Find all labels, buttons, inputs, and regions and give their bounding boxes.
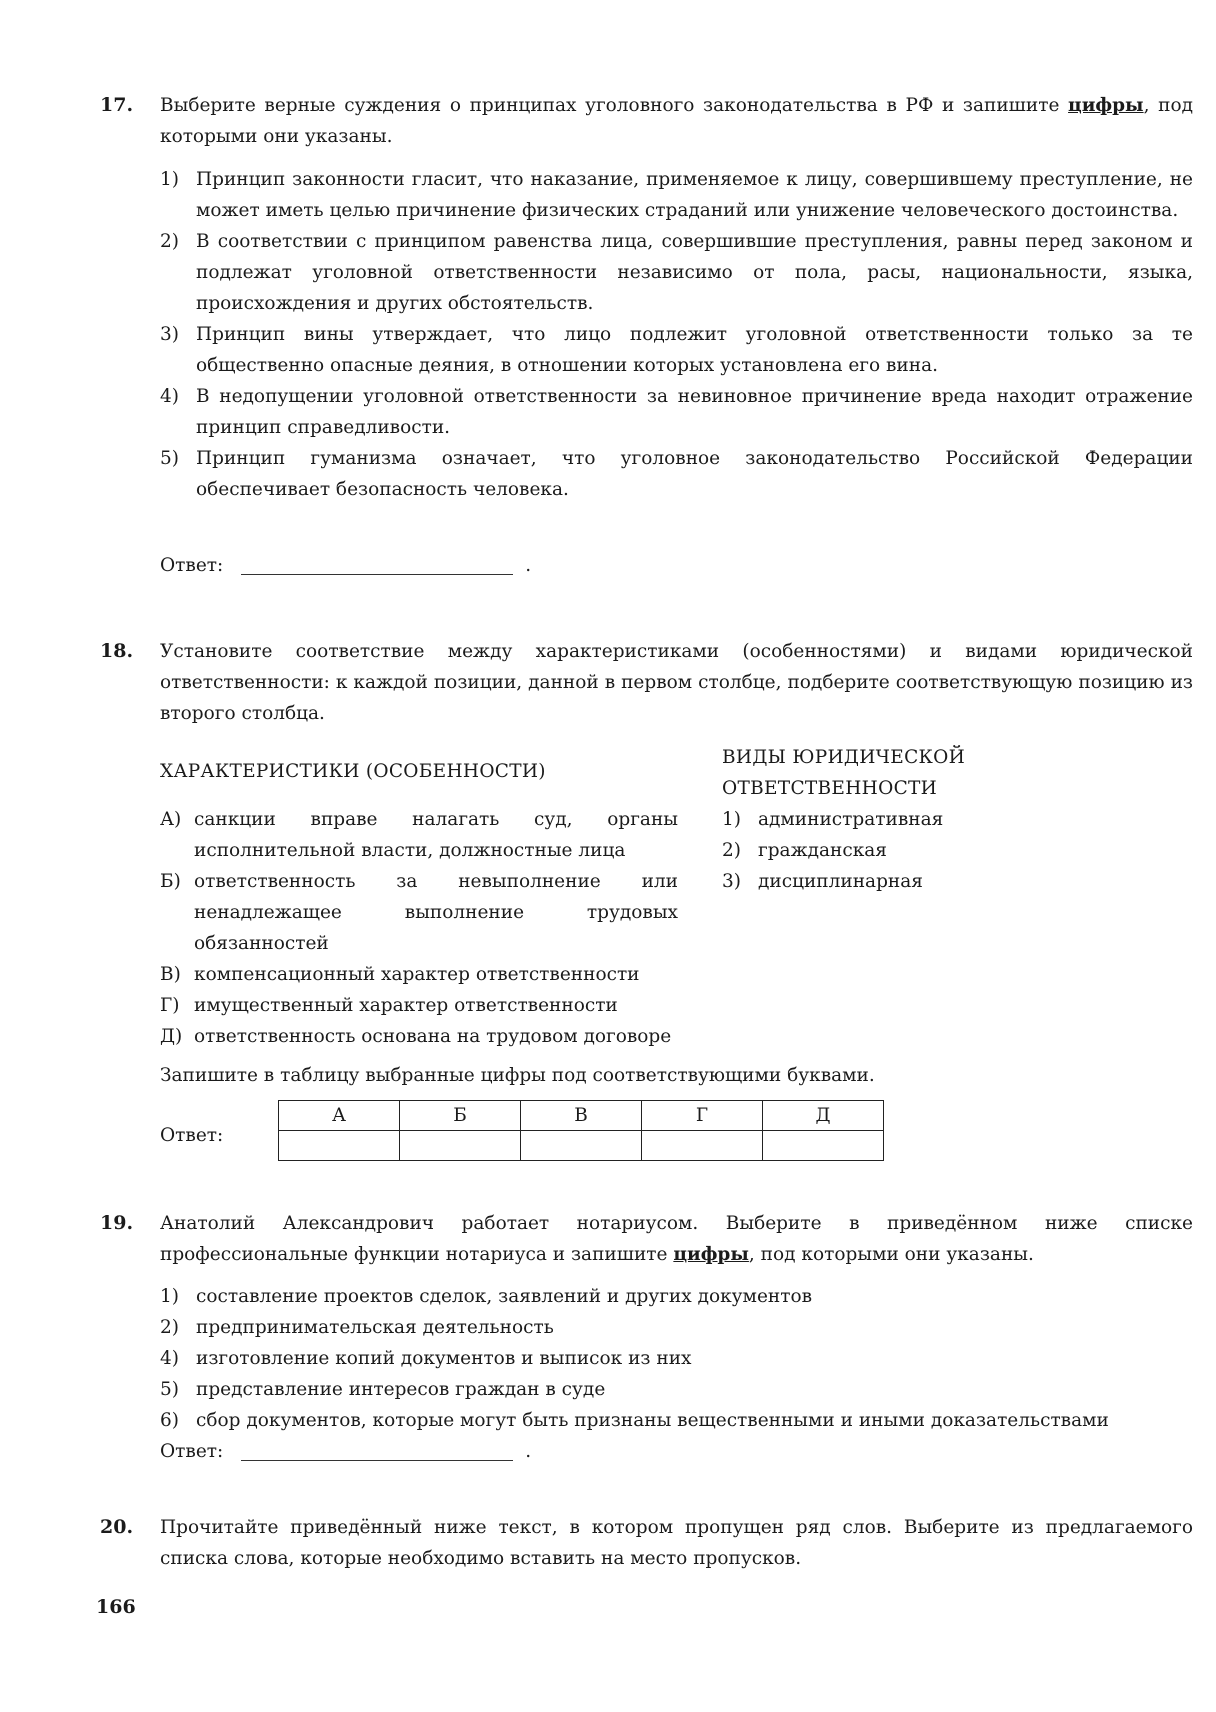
list-item: 2) гражданская <box>722 840 887 861</box>
task-number: 17. <box>100 94 134 116</box>
task-number: 19. <box>100 1212 134 1234</box>
task-stem: Анатолий Александрович работает нотариусом. Выберите в приведённом ниже списке профессиональные функции нотариуса и запишите цифры, под которыми они указаны. <box>160 1213 1193 1265</box>
list-item: 3) Принцип вины утверждает, что лицо подлежит уголовной ответственности только за те общественно опасные деяния, в отношении которых установлена его вина. <box>160 324 1193 376</box>
emphasis-word: цифры <box>1068 95 1144 116</box>
list-item: Г) имущественный характер ответственности <box>160 995 618 1016</box>
answer-line: Ответ: . <box>160 1441 532 1462</box>
table-header-cell: А <box>279 1101 400 1131</box>
list-item: 1) административная <box>722 809 944 830</box>
answer-field[interactable] <box>241 554 513 575</box>
emphasis-word: цифры <box>673 1244 749 1265</box>
list-item: Д) ответственность основана на трудовом договоре <box>160 1026 672 1047</box>
options-list <box>160 164 1193 505</box>
answer-cell[interactable] <box>763 1131 884 1161</box>
table-header-cell: В <box>521 1101 642 1131</box>
list-item: 2) В соответствии с принципом равенства лица, совершившие преступления, равны перед законом и подлежат уголовной ответственности независимо от пола, расы, национальности, языка, происхождения и других обстоятельств. <box>160 231 1193 314</box>
table-header-row <box>279 1101 884 1131</box>
answer-label: Ответ: <box>160 555 224 576</box>
answer-label: Ответ: <box>160 1125 224 1146</box>
table-header-cell: Д <box>763 1101 884 1131</box>
task-number: 20. <box>100 1516 134 1538</box>
list-item: Б) ответственность за невыполнение или ненадлежащее выполнение трудовых обязанностей <box>160 871 678 954</box>
answer-cell[interactable] <box>400 1131 521 1161</box>
list-item: 4) изготовление копий документов и выписок из них <box>160 1348 692 1369</box>
answer-cell[interactable] <box>642 1131 763 1161</box>
answer-table <box>278 1100 884 1161</box>
answer-line: Ответ: . <box>160 555 532 576</box>
liability-types-list <box>722 804 1042 897</box>
table-header-cell: Б <box>400 1101 521 1131</box>
table-answer-row <box>279 1131 884 1161</box>
list-item: 1) составление проектов сделок, заявлений и других документов <box>160 1286 813 1307</box>
list-item: 2) предпринимательская деятельность <box>160 1317 554 1338</box>
table-instruction: Запишите в таблицу выбранные цифры под соответствующими буквами. <box>160 1065 875 1086</box>
list-item: 5) Принцип гуманизма означает, что уголовное законодательство Российской Федерации обеспечивает безопасность человека. <box>160 448 1193 500</box>
list-item: 1) Принцип законности гласит, что наказание, применяемое к лицу, совершившему преступление, не может иметь целью причинение физических страданий или унижение человеческого достоинства. <box>160 169 1193 221</box>
list-item: 4) В недопущении уголовной ответственности за невиновное причинение вреда находит отражение принцип справедливости. <box>160 386 1193 438</box>
task-stem: Прочитайте приведённый ниже текст, в котором пропущен ряд слов. Выберите из предлагаемого списка слова, которые необходимо вставить на место пропусков. <box>160 1517 1193 1569</box>
answer-label: Ответ: <box>160 1441 224 1462</box>
task-stem: Выберите верные суждения о принципах уголовного законодательства в РФ и запишите цифры, под которыми они указаны. <box>160 95 1193 147</box>
page-number: 166 <box>96 1596 136 1618</box>
options-list <box>160 1281 1193 1436</box>
table-header-cell: Г <box>642 1101 763 1131</box>
right-column-heading: ВИДЫ ЮРИДИЧЕСКОЙ ОТВЕТСТВЕННОСТИ <box>722 747 966 799</box>
task-stem: Установите соответствие между характеристиками (особенностями) и видами юридической ответственности: к каждой позиции, данной в первом столбце, подберите соответствующую позицию из второго столбца. <box>160 641 1193 724</box>
left-column-heading: ХАРАКТЕРИСТИКИ (ОСОБЕННОСТИ) <box>160 761 546 782</box>
list-item: А) санкции вправе налагать суд, органы исполнительной власти, должностные лица <box>160 809 678 861</box>
answer-cell[interactable] <box>279 1131 400 1161</box>
list-item: В) компенсационный характер ответственности <box>160 964 640 985</box>
characteristics-list <box>160 804 678 1052</box>
task-number: 18. <box>100 640 134 662</box>
list-item: 5) представление интересов граждан в суде <box>160 1379 606 1400</box>
list-item: 3) дисциплинарная <box>722 871 923 892</box>
answer-field[interactable] <box>241 1440 513 1461</box>
answer-cell[interactable] <box>521 1131 642 1161</box>
list-item: 6) сбор документов, которые могут быть признаны вещественными и иными доказательствами <box>160 1410 1109 1431</box>
